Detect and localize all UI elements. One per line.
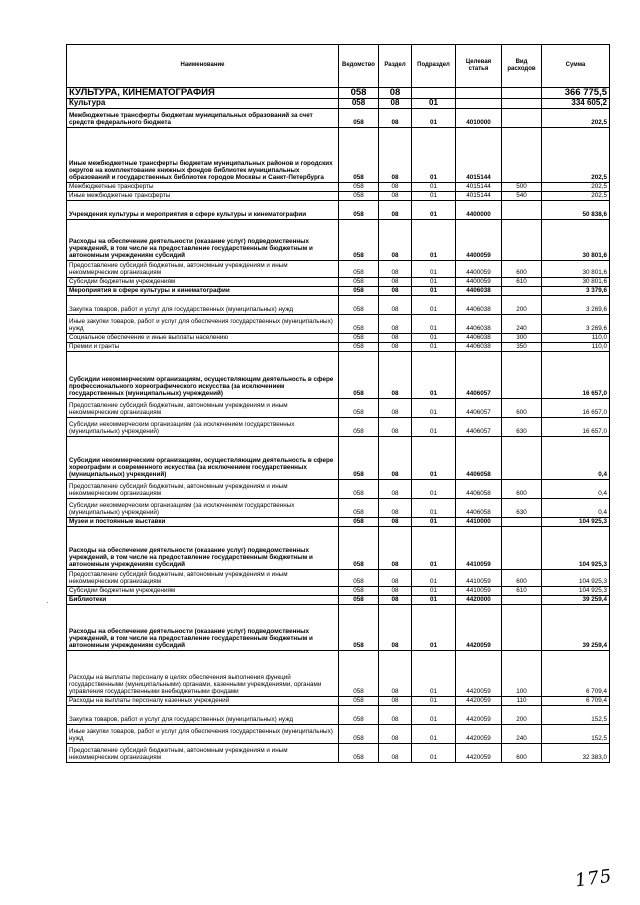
cell-dept: 058 — [339, 342, 379, 351]
cell-section: 08 — [379, 705, 412, 724]
cell-subsection: 01 — [412, 498, 456, 517]
cell-dept: 058 — [339, 99, 379, 109]
cell-name: Предоставление субсидий бюджетным, автономным учреждениям и иным некоммерческим организациям — [67, 398, 339, 417]
cell-target: 4010000 — [456, 108, 502, 127]
cell-subsection: 01 — [412, 219, 456, 260]
cell-exptype: 540 — [502, 191, 542, 200]
handwritten-page-number: 175 — [573, 865, 614, 892]
cell-subsection: 01 — [412, 586, 456, 595]
table-row — [67, 295, 610, 314]
cell-section: 08 — [379, 417, 412, 436]
cell-subsection: 01 — [412, 696, 456, 705]
cell-subsection: 01 — [412, 182, 456, 191]
cell-sum: 16 657,0 — [542, 351, 610, 398]
cell-dept: 058 — [339, 498, 379, 517]
cell-subsection: 01 — [412, 200, 456, 219]
cell-exptype — [502, 127, 542, 182]
cell-name: Мероприятия в сфере культуры и кинематографии — [67, 286, 339, 295]
cell-dept: 058 — [339, 219, 379, 260]
cell-sum: 30 801,6 — [542, 219, 610, 260]
cell-subsection: 01 — [412, 295, 456, 314]
cell-name: Субсидии некоммерческим организациям (за исключением государственных (муниципальных) учреждений) — [67, 417, 339, 436]
cell-target: 4015144 — [456, 191, 502, 200]
cell-sum: 0,4 — [542, 498, 610, 517]
table-row — [67, 88, 610, 99]
cell-name: Межбюджетные трансферты — [67, 182, 339, 191]
cell-exptype — [502, 351, 542, 398]
cell-dept: 058 — [339, 398, 379, 417]
cell-exptype: 600 — [502, 398, 542, 417]
cell-name: Межбюджетные трансферты бюджетам муниципальных образований за счет средств федерального бюджета — [67, 108, 339, 127]
cell-subsection: 01 — [412, 436, 456, 479]
cell-name: Предоставление субсидий бюджетным, автономным учреждениям и иным некоммерческим организациям — [67, 479, 339, 498]
cell-section: 08 — [379, 286, 412, 295]
cell-sum: 202,5 — [542, 191, 610, 200]
cell-target: 4420059 — [456, 696, 502, 705]
cell-section: 08 — [379, 277, 412, 286]
cell-dept: 058 — [339, 586, 379, 595]
cell-exptype: 610 — [502, 586, 542, 595]
cell-dept: 058 — [339, 182, 379, 191]
cell-dept: 058 — [339, 191, 379, 200]
cell-name: Расходы на выплаты персоналу в целях обеспечения выполнения функций государственными (муниципальными) органами, казенными учреждениями, органами управления государственными внебюджетными фондами — [67, 650, 339, 696]
cell-dept: 058 — [339, 88, 379, 99]
table-row — [67, 182, 610, 191]
cell-name: Культура — [67, 99, 339, 109]
cell-dept: 058 — [339, 650, 379, 696]
cell-exptype — [502, 99, 542, 109]
table-row — [67, 191, 610, 200]
table-row — [67, 743, 610, 762]
table-row — [67, 569, 610, 586]
cell-dept: 058 — [339, 286, 379, 295]
cell-section: 08 — [379, 342, 412, 351]
cell-sum: 16 657,0 — [542, 398, 610, 417]
cell-subsection: 01 — [412, 417, 456, 436]
column-header-subsection: Подраздел — [412, 45, 456, 88]
cell-subsection: 01 — [412, 351, 456, 398]
cell-section: 08 — [379, 595, 412, 604]
cell-subsection: 01 — [412, 191, 456, 200]
cell-exptype: 610 — [502, 277, 542, 286]
cell-sum: 0,4 — [542, 436, 610, 479]
cell-dept: 058 — [339, 314, 379, 333]
cell-exptype — [502, 200, 542, 219]
cell-section: 08 — [379, 295, 412, 314]
table-row — [67, 724, 610, 743]
cell-sum: 104 925,3 — [542, 586, 610, 595]
cell-name: Субсидии бюджетным учреждениям — [67, 586, 339, 595]
cell-section: 08 — [379, 743, 412, 762]
margin-mark: · — [46, 598, 49, 607]
cell-section: 08 — [379, 724, 412, 743]
cell-target: 4406058 — [456, 436, 502, 479]
cell-name: Расходы на обеспечение деятельности (оказание услуг) подведомственных учреждений, в том числе на предоставление государственным бюджетным и автономным учреждениям субсидий — [67, 604, 339, 650]
cell-target: 4406038 — [456, 314, 502, 333]
cell-dept: 058 — [339, 724, 379, 743]
table-row — [67, 498, 610, 517]
cell-target: 4420059 — [456, 604, 502, 650]
cell-section: 08 — [379, 517, 412, 526]
cell-name: Расходы на выплаты персоналу казенных учреждений — [67, 696, 339, 705]
cell-name: Иные межбюджетные трансферты — [67, 191, 339, 200]
cell-dept: 058 — [339, 351, 379, 398]
table-row — [67, 342, 610, 351]
cell-dept: 058 — [339, 526, 379, 569]
table-row — [67, 277, 610, 286]
table-row — [67, 517, 610, 526]
cell-subsection: 01 — [412, 595, 456, 604]
cell-name: Расходы на обеспечение деятельности (оказание услуг) подведомственных учреждений, в том числе на предоставление государственным бюджетным и автономным учреждениям субсидий — [67, 219, 339, 260]
cell-target: 4406058 — [456, 498, 502, 517]
cell-target: 4420059 — [456, 724, 502, 743]
cell-subsection: 01 — [412, 479, 456, 498]
cell-sum: 104 925,3 — [542, 526, 610, 569]
cell-name: Библиотеки — [67, 595, 339, 604]
table-row — [67, 696, 610, 705]
table-row — [67, 650, 610, 696]
cell-target — [456, 99, 502, 109]
cell-target: 4406038 — [456, 333, 502, 342]
cell-sum: 152,5 — [542, 724, 610, 743]
cell-sum: 110,0 — [542, 342, 610, 351]
cell-subsection: 01 — [412, 526, 456, 569]
cell-sum: 202,5 — [542, 108, 610, 127]
cell-target: 4410059 — [456, 526, 502, 569]
cell-name: Предоставление субсидий бюджетным, автономным учреждениям и иным некоммерческим организациям — [67, 569, 339, 586]
table-row — [67, 286, 610, 295]
cell-subsection: 01 — [412, 724, 456, 743]
cell-section: 08 — [379, 498, 412, 517]
cell-sum: 110,0 — [542, 333, 610, 342]
cell-exptype: 240 — [502, 724, 542, 743]
cell-section: 08 — [379, 99, 412, 109]
cell-target: 4406038 — [456, 342, 502, 351]
cell-section: 08 — [379, 127, 412, 182]
cell-target: 4406038 — [456, 295, 502, 314]
cell-target — [456, 88, 502, 99]
cell-exptype: 350 — [502, 342, 542, 351]
cell-exptype — [502, 436, 542, 479]
cell-exptype — [502, 604, 542, 650]
table-row — [67, 351, 610, 398]
cell-subsection: 01 — [412, 286, 456, 295]
cell-section: 08 — [379, 200, 412, 219]
cell-exptype: 200 — [502, 295, 542, 314]
cell-target: 4406038 — [456, 286, 502, 295]
cell-exptype: 200 — [502, 705, 542, 724]
table-row — [67, 586, 610, 595]
cell-section: 08 — [379, 696, 412, 705]
table-row — [67, 260, 610, 277]
cell-sum: 30 801,6 — [542, 277, 610, 286]
cell-subsection: 01 — [412, 604, 456, 650]
cell-exptype: 630 — [502, 498, 542, 517]
cell-section: 08 — [379, 586, 412, 595]
table-row — [67, 526, 610, 569]
cell-sum: 6 709,4 — [542, 650, 610, 696]
cell-exptype: 240 — [502, 314, 542, 333]
cell-dept: 058 — [339, 436, 379, 479]
cell-subsection — [412, 88, 456, 99]
cell-name: Субсидии некоммерческим организациям, осуществляющим деятельность в сфере профессионального хореографического искусства (за исключением государственных (муниципальных) учреждений) — [67, 351, 339, 398]
cell-section: 08 — [379, 314, 412, 333]
cell-name: Предоставление субсидий бюджетным, автономным учреждениям и иным некоммерческим организациям — [67, 743, 339, 762]
cell-exptype — [502, 517, 542, 526]
cell-name: Премии и гранты — [67, 342, 339, 351]
cell-exptype: 600 — [502, 743, 542, 762]
cell-subsection: 01 — [412, 569, 456, 586]
cell-subsection: 01 — [412, 99, 456, 109]
cell-sum: 50 838,6 — [542, 200, 610, 219]
cell-dept: 058 — [339, 295, 379, 314]
cell-dept: 058 — [339, 108, 379, 127]
table-row — [67, 108, 610, 127]
column-header-dept: Ведомство — [339, 45, 379, 88]
cell-target: 4406057 — [456, 417, 502, 436]
cell-exptype: 600 — [502, 479, 542, 498]
cell-exptype: 100 — [502, 650, 542, 696]
cell-section: 08 — [379, 351, 412, 398]
cell-subsection: 01 — [412, 108, 456, 127]
cell-name: Расходы на обеспечение деятельности (оказание услуг) подведомственных учреждений, в том числе на предоставление государственным бюджетным и автономным учреждениям субсидий — [67, 526, 339, 569]
cell-dept: 058 — [339, 517, 379, 526]
table-row — [67, 479, 610, 498]
cell-dept: 058 — [339, 333, 379, 342]
cell-dept: 058 — [339, 696, 379, 705]
cell-name: Субсидии некоммерческим организациям (за исключением государственных (муниципальных) учреждений) — [67, 498, 339, 517]
column-header-target: Целевая статья — [456, 45, 502, 88]
cell-target: 4400059 — [456, 219, 502, 260]
cell-target: 4410000 — [456, 517, 502, 526]
cell-sum: 32 383,0 — [542, 743, 610, 762]
cell-section: 08 — [379, 219, 412, 260]
cell-subsection: 01 — [412, 743, 456, 762]
cell-exptype: 600 — [502, 260, 542, 277]
cell-subsection: 01 — [412, 342, 456, 351]
cell-exptype: 600 — [502, 569, 542, 586]
cell-dept: 058 — [339, 277, 379, 286]
cell-target: 4410059 — [456, 586, 502, 595]
cell-subsection: 01 — [412, 277, 456, 286]
cell-dept: 058 — [339, 260, 379, 277]
cell-section: 08 — [379, 333, 412, 342]
table-row — [67, 595, 610, 604]
cell-exptype: 300 — [502, 333, 542, 342]
cell-sum: 30 801,6 — [542, 260, 610, 277]
column-header-exptype: Вид расходов — [502, 45, 542, 88]
table-row — [67, 333, 610, 342]
cell-section: 08 — [379, 604, 412, 650]
cell-target: 4015144 — [456, 182, 502, 191]
table-body — [67, 88, 610, 763]
cell-target: 4420059 — [456, 705, 502, 724]
cell-sum: 0,4 — [542, 479, 610, 498]
cell-section: 08 — [379, 650, 412, 696]
budget-table — [66, 44, 610, 763]
cell-sum: 16 657,0 — [542, 417, 610, 436]
cell-section: 08 — [379, 182, 412, 191]
cell-subsection: 01 — [412, 650, 456, 696]
table-row — [67, 314, 610, 333]
cell-name: Субсидии некоммерческим организациям, осуществляющим деятельность в сфере хореографии и современного искусства (за исключением государственных (муниципальных) учреждений) — [67, 436, 339, 479]
cell-exptype — [502, 526, 542, 569]
cell-subsection: 01 — [412, 314, 456, 333]
cell-target: 4406057 — [456, 351, 502, 398]
cell-exptype: 630 — [502, 417, 542, 436]
cell-exptype — [502, 595, 542, 604]
cell-sum: 334 605,2 — [542, 99, 610, 109]
cell-dept: 058 — [339, 595, 379, 604]
cell-name: Иные закупки товаров, работ и услуг для обеспечения государственных (муниципальных) нужд — [67, 314, 339, 333]
cell-section: 08 — [379, 108, 412, 127]
table-row — [67, 705, 610, 724]
cell-target: 4400059 — [456, 260, 502, 277]
cell-name: КУЛЬТУРА, КИНЕМАТОГРАФИЯ — [67, 88, 339, 99]
cell-name: Учреждения культуры и мероприятия в сфере культуры и кинематографии — [67, 200, 339, 219]
cell-subsection: 01 — [412, 127, 456, 182]
cell-section: 08 — [379, 479, 412, 498]
cell-sum: 104 925,3 — [542, 569, 610, 586]
cell-subsection: 01 — [412, 260, 456, 277]
cell-sum: 3 379,6 — [542, 286, 610, 295]
cell-exptype — [502, 88, 542, 99]
cell-sum: 6 709,4 — [542, 696, 610, 705]
cell-name: Предоставление субсидий бюджетным, автономным учреждениям и иным некоммерческим организациям — [67, 260, 339, 277]
cell-exptype: 110 — [502, 696, 542, 705]
column-header-sum: Сумма — [542, 45, 610, 88]
cell-dept: 058 — [339, 743, 379, 762]
cell-target: 4410059 — [456, 569, 502, 586]
cell-target: 4420059 — [456, 650, 502, 696]
table-row — [67, 398, 610, 417]
cell-name: Закупка товаров, работ и услуг для государственных (муниципальных) нужд — [67, 705, 339, 724]
table-row — [67, 219, 610, 260]
cell-sum: 3 269,6 — [542, 295, 610, 314]
table-row — [67, 200, 610, 219]
cell-target: 4420000 — [456, 595, 502, 604]
table-row — [67, 604, 610, 650]
column-header-name: Наименование — [67, 45, 339, 88]
column-header-section: Раздел — [379, 45, 412, 88]
cell-name: Субсидии бюджетным учреждениям — [67, 277, 339, 286]
cell-target: 4015144 — [456, 127, 502, 182]
cell-dept: 058 — [339, 705, 379, 724]
cell-subsection: 01 — [412, 517, 456, 526]
cell-name: Иные закупки товаров, работ и услуг для обеспечения государственных (муниципальных) нужд — [67, 724, 339, 743]
cell-dept: 058 — [339, 200, 379, 219]
cell-name: Социальное обеспечение и иные выплаты населению — [67, 333, 339, 342]
cell-sum: 3 269,6 — [542, 314, 610, 333]
cell-sum: 152,5 — [542, 705, 610, 724]
cell-section: 08 — [379, 88, 412, 99]
cell-target: 4420059 — [456, 743, 502, 762]
table-row — [67, 417, 610, 436]
cell-sum: 202,5 — [542, 127, 610, 182]
budget-sheet — [66, 44, 609, 763]
cell-exptype — [502, 108, 542, 127]
table-header-row — [67, 45, 610, 88]
cell-dept: 058 — [339, 479, 379, 498]
cell-name: Закупка товаров, работ и услуг для государственных (муниципальных) нужд — [67, 295, 339, 314]
cell-name: Иные межбюджетные трансферты бюджетам муниципальных районов и городских округов на комплектование книжных фондов библиотек муниципальных образований и государственных библиотек городов Москвы и Санкт-Петербурга — [67, 127, 339, 182]
cell-subsection: 01 — [412, 398, 456, 417]
cell-exptype — [502, 219, 542, 260]
cell-section: 08 — [379, 526, 412, 569]
cell-subsection: 01 — [412, 705, 456, 724]
cell-sum: 39 259,4 — [542, 595, 610, 604]
cell-sum: 39 259,4 — [542, 604, 610, 650]
table-row — [67, 436, 610, 479]
cell-target: 4400059 — [456, 277, 502, 286]
cell-exptype — [502, 286, 542, 295]
cell-dept: 058 — [339, 127, 379, 182]
cell-section: 08 — [379, 398, 412, 417]
cell-dept: 058 — [339, 417, 379, 436]
cell-section: 08 — [379, 191, 412, 200]
cell-sum: 366 775,5 — [542, 88, 610, 99]
cell-section: 08 — [379, 260, 412, 277]
cell-section: 08 — [379, 569, 412, 586]
cell-target: 4406058 — [456, 479, 502, 498]
cell-target: 4406057 — [456, 398, 502, 417]
cell-section: 08 — [379, 436, 412, 479]
table-row — [67, 127, 610, 182]
cell-dept: 058 — [339, 569, 379, 586]
cell-target: 4400000 — [456, 200, 502, 219]
cell-dept: 058 — [339, 604, 379, 650]
cell-sum: 202,5 — [542, 182, 610, 191]
cell-exptype: 500 — [502, 182, 542, 191]
cell-name: Музеи и постоянные выставки — [67, 517, 339, 526]
cell-subsection: 01 — [412, 333, 456, 342]
table-row — [67, 99, 610, 109]
cell-sum: 104 925,3 — [542, 517, 610, 526]
